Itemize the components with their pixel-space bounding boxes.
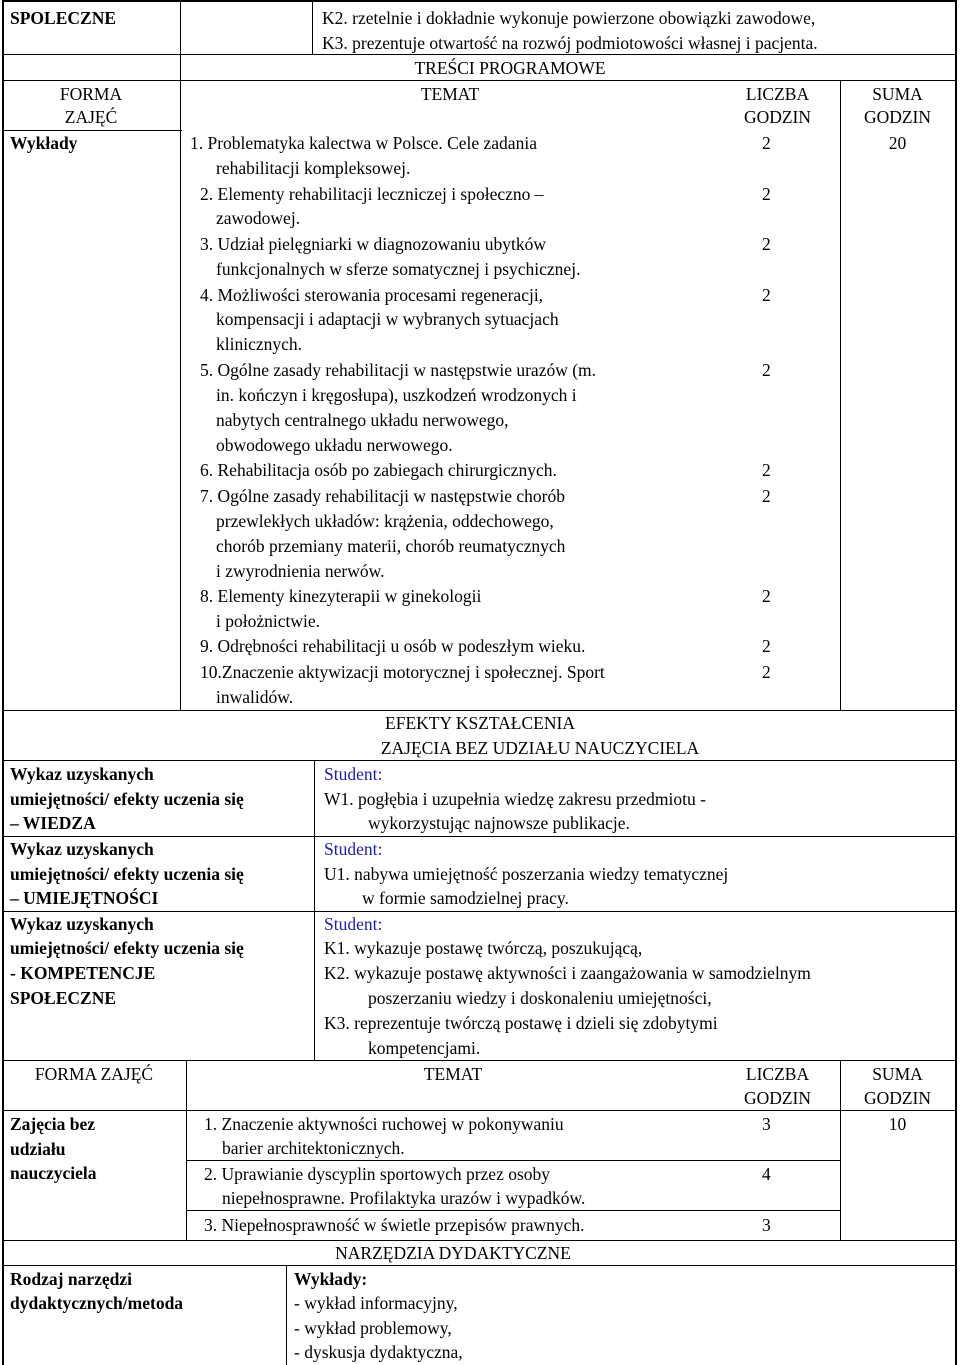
tresci-topic-10-hours: 2 <box>762 662 771 682</box>
tresci-topic-5-line-3: nabytych centralnego układu nerwowego, <box>216 410 509 430</box>
tresci-heading: TREŚCI PROGRAMOWE <box>414 58 606 78</box>
tresci-topic-7-hours: 2 <box>762 486 771 506</box>
bez-topic-1-line-1: 1. Znaczenie aktywności ruchowej w pokonywaniu <box>204 1114 564 1134</box>
komp-label-line-1: Wykaz uzyskanych <box>10 914 154 934</box>
tresci-col-suma-1: SUMA <box>872 84 923 104</box>
rule-bez-col-left <box>186 1060 187 1240</box>
komp-label-line-2: umiejętności/ efekty uczenia się <box>10 938 244 958</box>
narzedzia-heading: NARZĘDZIA DYDAKTYCZNE <box>335 1243 571 1263</box>
bez-col-temat: TEMAT <box>423 1064 483 1084</box>
tresci-topic-1-hours: 2 <box>762 133 771 153</box>
narzedzia-label-line-2: dydaktycznych/metoda <box>10 1293 184 1313</box>
tresci-topic-3-line-2: funkcjonalnych w sferze somatycznej i psychicznej. <box>216 259 581 279</box>
tresci-col-forma-1: FORMA <box>59 84 123 104</box>
tresci-col-liczba-2: GODZIN <box>743 107 812 127</box>
umiej-item-line-1: U1. nabywa umiejętność poszerzania wiedzy tematycznej <box>324 864 729 884</box>
wiedza-item-line-2: wykorzystując najnowsze publikacje. <box>368 813 630 833</box>
tresci-topic-5-hours: 2 <box>762 360 771 380</box>
tresci-col-temat: TEMAT <box>420 84 480 104</box>
bez-col-suma-2: GODZIN <box>863 1088 932 1108</box>
komp-item-line-1: K1. wykazuje postawę twórczą, poszukującą, <box>324 938 643 958</box>
tresci-topic-4-line-2: kompensacji i adaptacji w wybranych sytuacjach <box>216 309 559 329</box>
bez-topic-3-line-1: 3. Niepełnosprawność w świetle przepisów prawnych. <box>204 1215 585 1235</box>
wiedza-item-line-1: W1. pogłębia i uzupełnia wiedzę zakresu przedmiotu - <box>324 789 706 809</box>
tresci-topic-6-line-1: 6. Rehabilitacja osób po zabiegach chirurgicznych. <box>200 460 557 480</box>
rule-col-hours <box>840 80 841 710</box>
bez-suma: 10 <box>888 1114 907 1134</box>
bez-col-forma: FORMA ZAJĘĆ <box>34 1064 154 1084</box>
tresci-topic-10-line-2: inwalidów. <box>216 687 294 707</box>
tresci-topic-9-hours: 2 <box>762 636 771 656</box>
tresci-col-forma-2: ZAJĘĆ <box>64 107 118 127</box>
tresci-topic-9-line-1: 9. Odrębności rehabilitacji u osób w podeszłym wieku. <box>200 636 586 656</box>
komp-label-line-3: - KOMPETENCJE <box>10 963 156 983</box>
tresci-suma: 20 <box>888 133 907 153</box>
bez-topic-3-hours: 3 <box>762 1215 771 1235</box>
tresci-topic-2-line-2: zawodowej. <box>216 208 301 228</box>
bez-topic-1-hours: 3 <box>762 1114 771 1134</box>
wiedza-label-line-1: Wykaz uzyskanych <box>10 764 154 784</box>
komp-item-line-4: K3. reprezentuje twórczą postawę i dzieli się zdobytymi <box>324 1013 718 1033</box>
tresci-topic-7-line-1: 7. Ogólne zasady rehabilitacji w następstwie chorób <box>200 486 565 506</box>
rule-narzedzia-col <box>286 1265 287 1365</box>
bez-forma-line-3: nauczyciela <box>10 1163 97 1183</box>
wiedza-student-label: Student: <box>324 764 383 784</box>
tresci-topic-7-line-3: chorób przemiany materii, chorób reumatycznych <box>216 536 566 556</box>
umiej-label-line-1: Wykaz uzyskanych <box>10 839 154 859</box>
tresci-col-liczba-1: LICZBA <box>745 84 810 104</box>
komp-label-line-4: SPOŁECZNE <box>10 988 116 1008</box>
tresci-topic-1-line-1: 1. Problematyka kalectwa w Polsce. Cele zadania <box>190 133 537 153</box>
bez-topic-2-line-2: niepełnosprawne. Profilaktyka urazów i wypadków. <box>222 1188 586 1208</box>
top-left-label: SPOLECZNE <box>10 8 116 28</box>
tresci-topic-3-hours: 2 <box>762 234 771 254</box>
umiej-label-line-3: – UMIEJĘTNOŚCI <box>10 888 159 908</box>
rule-col-topic-left <box>312 0 313 54</box>
bez-topic-2-line-1: 2. Uprawianie dyscyplin sportowych przez osoby <box>204 1164 551 1184</box>
tresci-topic-5-line-1: 5. Ogólne zasady rehabilitacji w następstwie urazów (m. <box>200 360 597 380</box>
tresci-topic-7-line-4: i zwyrodnienia nerwów. <box>216 561 385 581</box>
bez-topic-2-hours: 4 <box>762 1164 771 1184</box>
efekty-heading: EFEKTY KSZTAŁCENIA <box>385 713 575 733</box>
tresci-topic-8-hours: 2 <box>762 586 771 606</box>
tresci-topic-8-line-1: 8. Elementy kinezyterapii w ginekologii <box>200 586 482 606</box>
efekty-subheading: ZAJĘCIA BEZ UDZIAŁU NAUCZYCIELA <box>380 738 700 758</box>
narzedzia-item-2: - wykład problemowy, <box>294 1318 452 1338</box>
komp-item-line-2: K2. wykazuje postawę aktywności i zaangażowania w samodzielnym <box>324 963 811 983</box>
narzedzia-item-3: - dyskusja dydaktyczna, <box>294 1342 463 1362</box>
tresci-topic-5-line-2: in. kończyn i kręgosłupa), uszkodzeń wrodzonych i <box>216 385 577 405</box>
rule-outer-right <box>955 0 957 1365</box>
tresci-topic-4-hours: 2 <box>762 285 771 305</box>
tresci-topic-3-line-1: 3. Udział pielęgniarki w diagnozowaniu ubytków <box>200 234 547 254</box>
tresci-topic-7-line-2: przewlekłych układów: krążenia, oddechowego, <box>216 511 554 531</box>
umiej-item-line-2: w formie samodzielnej pracy. <box>362 888 569 908</box>
top-k2: K2. rzetelnie i dokładnie wykonuje powierzone obowiązki zawodowe, <box>322 8 816 28</box>
tresci-topic-2-line-1: 2. Elementy rehabilitacji leczniczej i społeczno – <box>200 184 544 204</box>
bez-col-liczba-1: LICZBA <box>745 1064 810 1084</box>
tresci-col-suma-2: GODZIN <box>863 107 932 127</box>
tresci-topic-6-hours: 2 <box>762 460 771 480</box>
bez-forma-line-2: udziału <box>10 1139 66 1159</box>
tresci-topic-4-line-3: klinicznych. <box>216 334 303 354</box>
top-k3: K3. prezentuje otwartość na rozwój podmiotowości własnej i pacjenta. <box>322 33 818 53</box>
bez-col-liczba-2: GODZIN <box>743 1088 812 1108</box>
tresci-topic-2-hours: 2 <box>762 184 771 204</box>
tresci-topic-10-line-1: 10.Znaczenie aktywizacji motorycznej i społecznej. Sport <box>200 662 605 682</box>
tresci-topic-4-line-1: 4. Możliwości sterowania procesami regeneracji, <box>200 285 544 305</box>
bez-topic-1-line-2: barier architektonicznych. <box>222 1138 405 1158</box>
bez-forma-line-1: Zajęcia bez <box>10 1114 96 1134</box>
tresci-topic-8-line-2: i położnictwie. <box>216 611 321 631</box>
narzedzia-label-line-1: Rodzaj narzędzi <box>10 1269 132 1289</box>
rule-top <box>2 0 957 2</box>
wiedza-label-line-3: – WIEDZA <box>10 813 96 833</box>
tresci-topic-1-line-2: rehabilitacji kompleksowej. <box>216 158 411 178</box>
umiej-student-label: Student: <box>324 839 383 859</box>
tresci-topic-5-line-4: obwodowego układu nerwowego. <box>216 435 453 455</box>
wiedza-label-line-2: umiejętności/ efekty uczenia się <box>10 789 244 809</box>
komp-item-line-5: kompetencjami. <box>368 1038 481 1058</box>
narzedzia-wyklady-label: Wykłady: <box>294 1269 368 1289</box>
tresci-forma: Wykłady <box>10 133 78 153</box>
bez-col-suma-1: SUMA <box>872 1064 923 1084</box>
rule-outer-left <box>2 0 4 1365</box>
rule-efekty-col <box>314 760 315 1060</box>
komp-item-line-3: poszerzaniu wiedzy i doskonaleniu umiejętności, <box>368 988 712 1008</box>
komp-student-label: Student: <box>324 914 383 934</box>
umiej-label-line-2: umiejętności/ efekty uczenia się <box>10 864 244 884</box>
narzedzia-item-1: - wykład informacyjny, <box>294 1293 458 1313</box>
